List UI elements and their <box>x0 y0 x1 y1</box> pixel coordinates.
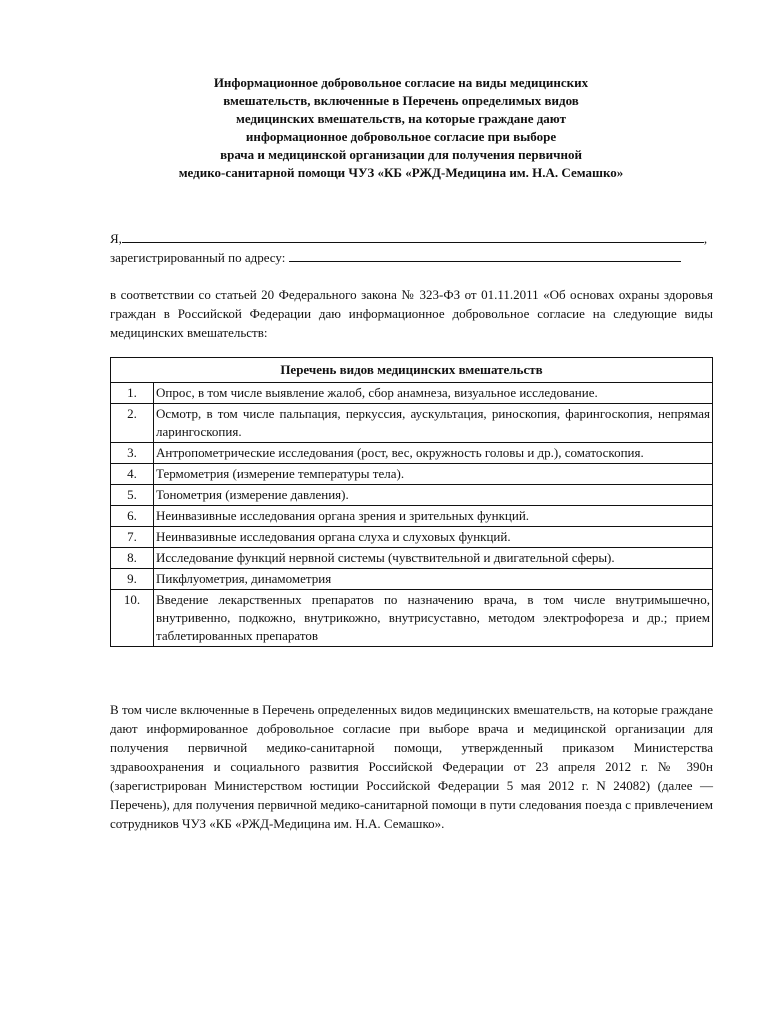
name-label: Я, <box>110 231 122 246</box>
row-text: Тонометрия (измерение давления). <box>154 485 713 506</box>
row-number: 9. <box>111 569 154 590</box>
row-number: 3. <box>111 443 154 464</box>
name-blank-field[interactable] <box>122 230 704 243</box>
row-text: Термометрия (измерение температуры тела). <box>154 464 713 485</box>
row-text: Неинвазивные исследования органа слуха и слуховых функций. <box>154 527 713 548</box>
table-row <box>111 404 713 443</box>
row-text: Антропометрические исследования (рост, вес, окружность головы и др.), соматоскопия. <box>154 443 713 464</box>
row-number: 5. <box>111 485 154 506</box>
table-header: Перечень видов медицинских вмешательств <box>111 358 713 383</box>
row-text: Опрос, в том числе выявление жалоб, сбор анамнеза, визуальное исследование. <box>154 383 713 404</box>
table-row <box>111 548 713 569</box>
table-row <box>111 527 713 548</box>
table-row <box>111 383 713 404</box>
title-line: медико-санитарной помощи ЧУЗ «КБ «РЖД-Медицина им. Н.А. Семашко» <box>178 165 624 180</box>
table-row <box>111 485 713 506</box>
intro-paragraph: в соответствии со статьей 20 Федерального закона № 323-ФЗ от 01.11.2011 «Об основах охраны здоровья граждан в Российской Федерации даю информационное добровольное согласие на следующие виды медицинских вмешательств: <box>110 287 713 340</box>
table-row <box>111 590 713 647</box>
interventions-table <box>110 357 713 647</box>
title-line: информационное добровольное согласие при выборе <box>245 129 557 144</box>
title-line: Информационное добровольное согласие на виды медицинских <box>213 75 589 90</box>
closing-paragraph: В том числе включенные в Перечень определенных видов медицинских вмешательств, на которые граждане дают информированное добровольное согласие при выборе врача и медицинской организации для получения первичной медико-санитарной помощи, утвержденный приказом Министерства здравоохранения и социального развития Российской Федерации от 23 апреля 2012 г. № 390н (зарегистрирован Министерством юстиции Российской Федерации 5 мая 2012 г. N 24082) (далее — Перечень), для получения первичной медико-санитарной помощи в пути следования поезда с привлечением сотрудников ЧУЗ «КБ «РЖД-Медицина им. Н.А. Семашко». <box>110 702 713 831</box>
name-line <box>110 230 707 248</box>
row-text: Осмотр, в том числе пальпация, перкуссия, аускультация, риноскопия, фарингоскопия, непрямая ларингоскопия. <box>154 404 713 443</box>
name-line-end: , <box>703 231 708 246</box>
table-row <box>111 569 713 590</box>
title-line: врача и медицинской организации для получения первичной <box>220 147 582 162</box>
table-row <box>111 443 713 464</box>
table-row <box>111 464 713 485</box>
row-number: 7. <box>111 527 154 548</box>
row-number: 10. <box>111 590 154 647</box>
address-label: зарегистрированный по адресу: <box>110 250 286 265</box>
table-row <box>111 506 713 527</box>
row-number: 8. <box>111 548 154 569</box>
title-line: медицинских вмешательств, на которые граждане дают <box>236 111 566 126</box>
row-text: Неинвазивные исследования органа зрения и зрительных функций. <box>154 506 713 527</box>
row-text: Исследование функций нервной системы (чувствительной и двигательной сферы). <box>154 548 713 569</box>
row-number: 6. <box>111 506 154 527</box>
address-line <box>110 249 681 267</box>
row-number: 2. <box>111 404 154 443</box>
row-text: Пикфлуометрия, динамометрия <box>154 569 713 590</box>
row-number: 1. <box>111 383 154 404</box>
title-line: вмешательств, включенные в Перечень определимых видов <box>223 93 579 108</box>
row-number: 4. <box>111 464 154 485</box>
table-header-row <box>111 358 713 383</box>
address-blank-field[interactable] <box>289 249 681 262</box>
row-text: Введение лекарственных препаратов по назначению врача, в том числе внутримышечно, внутривенно, подкожно, внутрикожно, внутрисуставно, методом электрофореза и др.; прием таблетированных препаратов <box>154 590 713 647</box>
document-title <box>110 74 692 182</box>
